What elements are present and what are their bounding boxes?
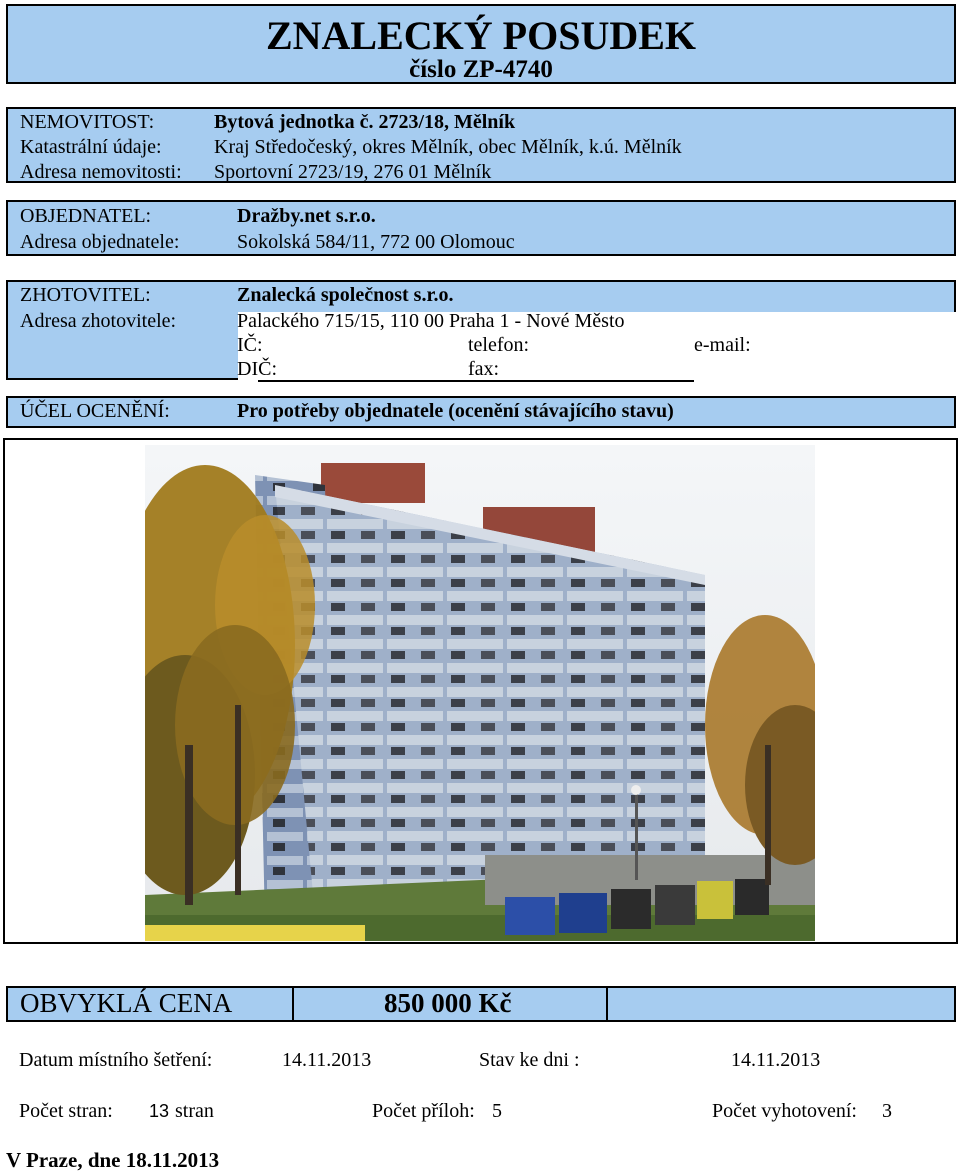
attachments-label: Počet příloh: (372, 1100, 475, 1122)
fax-label: fax: (468, 358, 500, 380)
building-photo (145, 445, 815, 941)
purpose-label: ÚČEL OCENĚNÍ: (20, 400, 170, 422)
pages-label: Počet stran: (19, 1100, 113, 1122)
contractor-underline (258, 380, 694, 382)
inspection-date-value: 14.11.2013 (282, 1049, 372, 1071)
property-header-label: NEMOVITOST: (20, 111, 155, 133)
property-section (6, 107, 956, 183)
report-title: ZNALECKÝ POSUDEK (265, 13, 697, 58)
copies-value: 3 (882, 1100, 892, 1122)
purpose-value: Pro potřeby objednatele (ocenění stávajícího stavu) (237, 400, 674, 422)
cadastral-value: Kraj Středočeský, okres Mělník, obec Mělník, k.ú. Mělník (214, 136, 682, 158)
contractor-address-value: Palackého 715/15, 110 00 Praha 1 - Nové Město (237, 310, 625, 332)
cadastral-label: Katastrální údaje: (20, 136, 162, 158)
price-label: OBVYKLÁ CENA (20, 988, 233, 1018)
contractor-header-label: ZHOTOVITEL: (20, 284, 151, 306)
contractor-section (6, 280, 956, 380)
report-number: číslo ZP-4740 (409, 56, 553, 83)
contractor-name: Znalecká společnost s.r.o. (237, 284, 454, 306)
price-divider (292, 988, 294, 1020)
pages-number: 13 (149, 1101, 170, 1121)
price-value: 850 000 Kč (384, 988, 512, 1018)
price-divider (606, 988, 608, 1020)
report-title-box (6, 4, 956, 84)
client-section (6, 200, 956, 256)
client-header-label: OBJEDNATEL: (20, 205, 152, 227)
email-label: e-mail: (694, 334, 751, 356)
place-date-line: V Praze, dne 18.11.2013 (6, 1148, 220, 1172)
ic-label: IČ: (237, 334, 263, 356)
client-address-label: Adresa objednatele: (20, 231, 180, 253)
client-name: Dražby.net s.r.o. (237, 205, 376, 227)
dic-label: DIČ: (237, 358, 277, 380)
copies-label: Počet vyhotovení: (712, 1100, 857, 1122)
contractor-address-label: Adresa zhotovitele: (20, 310, 177, 332)
price-section (6, 986, 956, 1022)
purpose-section (6, 396, 956, 428)
property-address-value: Sportovní 2723/19, 276 01 Mělník (214, 161, 492, 183)
property-header-value: Bytová jednotka č. 2723/18, Mělník (214, 111, 516, 133)
phone-label: telefon: (468, 334, 530, 356)
pages-unit: stran (175, 1100, 214, 1122)
state-date-value: 14.11.2013 (731, 1049, 821, 1071)
state-date-label: Stav ke dni : (479, 1049, 580, 1071)
client-address-value: Sokolská 584/11, 772 00 Olomouc (237, 231, 515, 253)
property-address-label: Adresa nemovitosti: (20, 161, 182, 183)
attachments-value: 5 (492, 1100, 502, 1122)
inspection-date-label: Datum místního šetření: (19, 1049, 213, 1071)
